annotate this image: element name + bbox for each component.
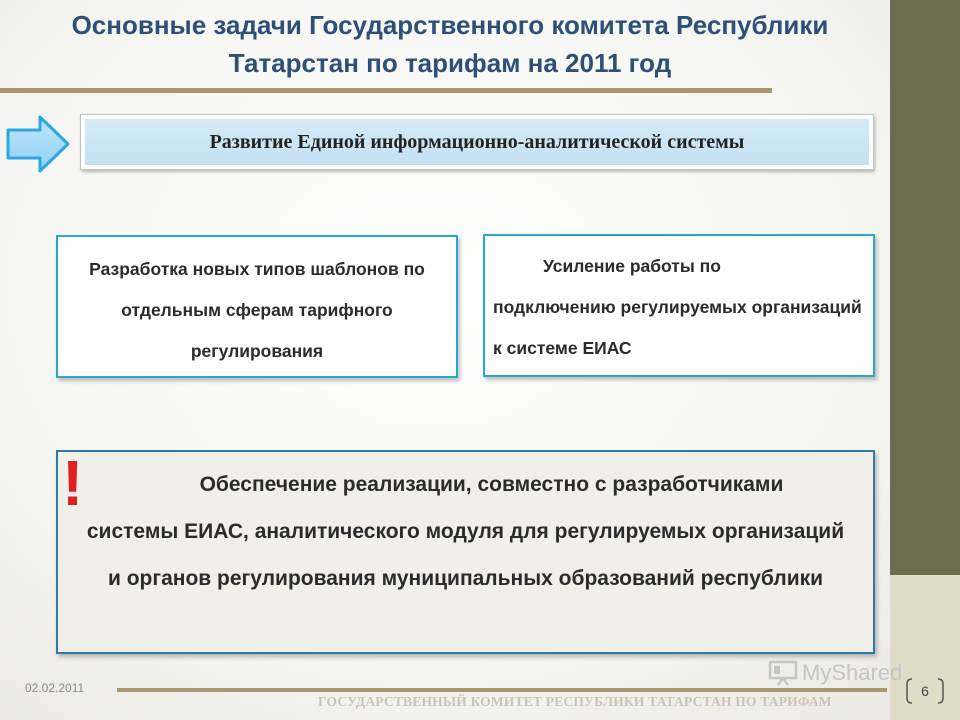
priority-task-text: системы ЕИАС, аналитического модуля для регулируемых организаций и органов регулирования муниципальных образований республики: [86, 520, 845, 590]
watermark: [768, 658, 902, 688]
priority-task-box: [56, 447, 875, 654]
priority-task-line1: Обеспечение реализации, совместно с разработчиками: [199, 473, 784, 496]
sidebar-decoration-top: [890, 0, 960, 575]
presentation-icon: [768, 660, 798, 686]
exclamation-icon: !: [62, 447, 84, 519]
slide-date: 02.02.2011: [25, 681, 85, 695]
main-task-banner: [80, 114, 874, 170]
footer-divider: [117, 688, 887, 692]
slide-title: Основные задачи Государственного комитета Республики Татарстан по тарифам на 2011 год: [71, 10, 829, 78]
task-box-templates: [56, 235, 458, 378]
banner-text: Развитие Единой информационно-аналитической системы: [85, 119, 869, 165]
task-box-connection-text: подключению регулируемых организаций к системе ЕИАС: [493, 297, 862, 358]
page-number: [904, 677, 946, 705]
footer-organization: ГОСУДАРСТВЕННЫЙ КОМИТЕТ РЕСПУБЛИКИ ТАТАРСТАН ПО ТАРИФАМ: [318, 694, 832, 709]
page-number-text: 6: [921, 683, 929, 699]
task-box-connection: [483, 234, 875, 377]
arrow-right-icon: [4, 113, 72, 175]
title-divider: [0, 88, 772, 93]
task-box-connection-line1: Усиление работы по: [543, 256, 721, 276]
task-box-templates-text: Разработка новых типов шаблонов по отдельным сферам тарифного регулирования: [89, 259, 425, 361]
watermark-text: MyShared: [802, 660, 903, 685]
